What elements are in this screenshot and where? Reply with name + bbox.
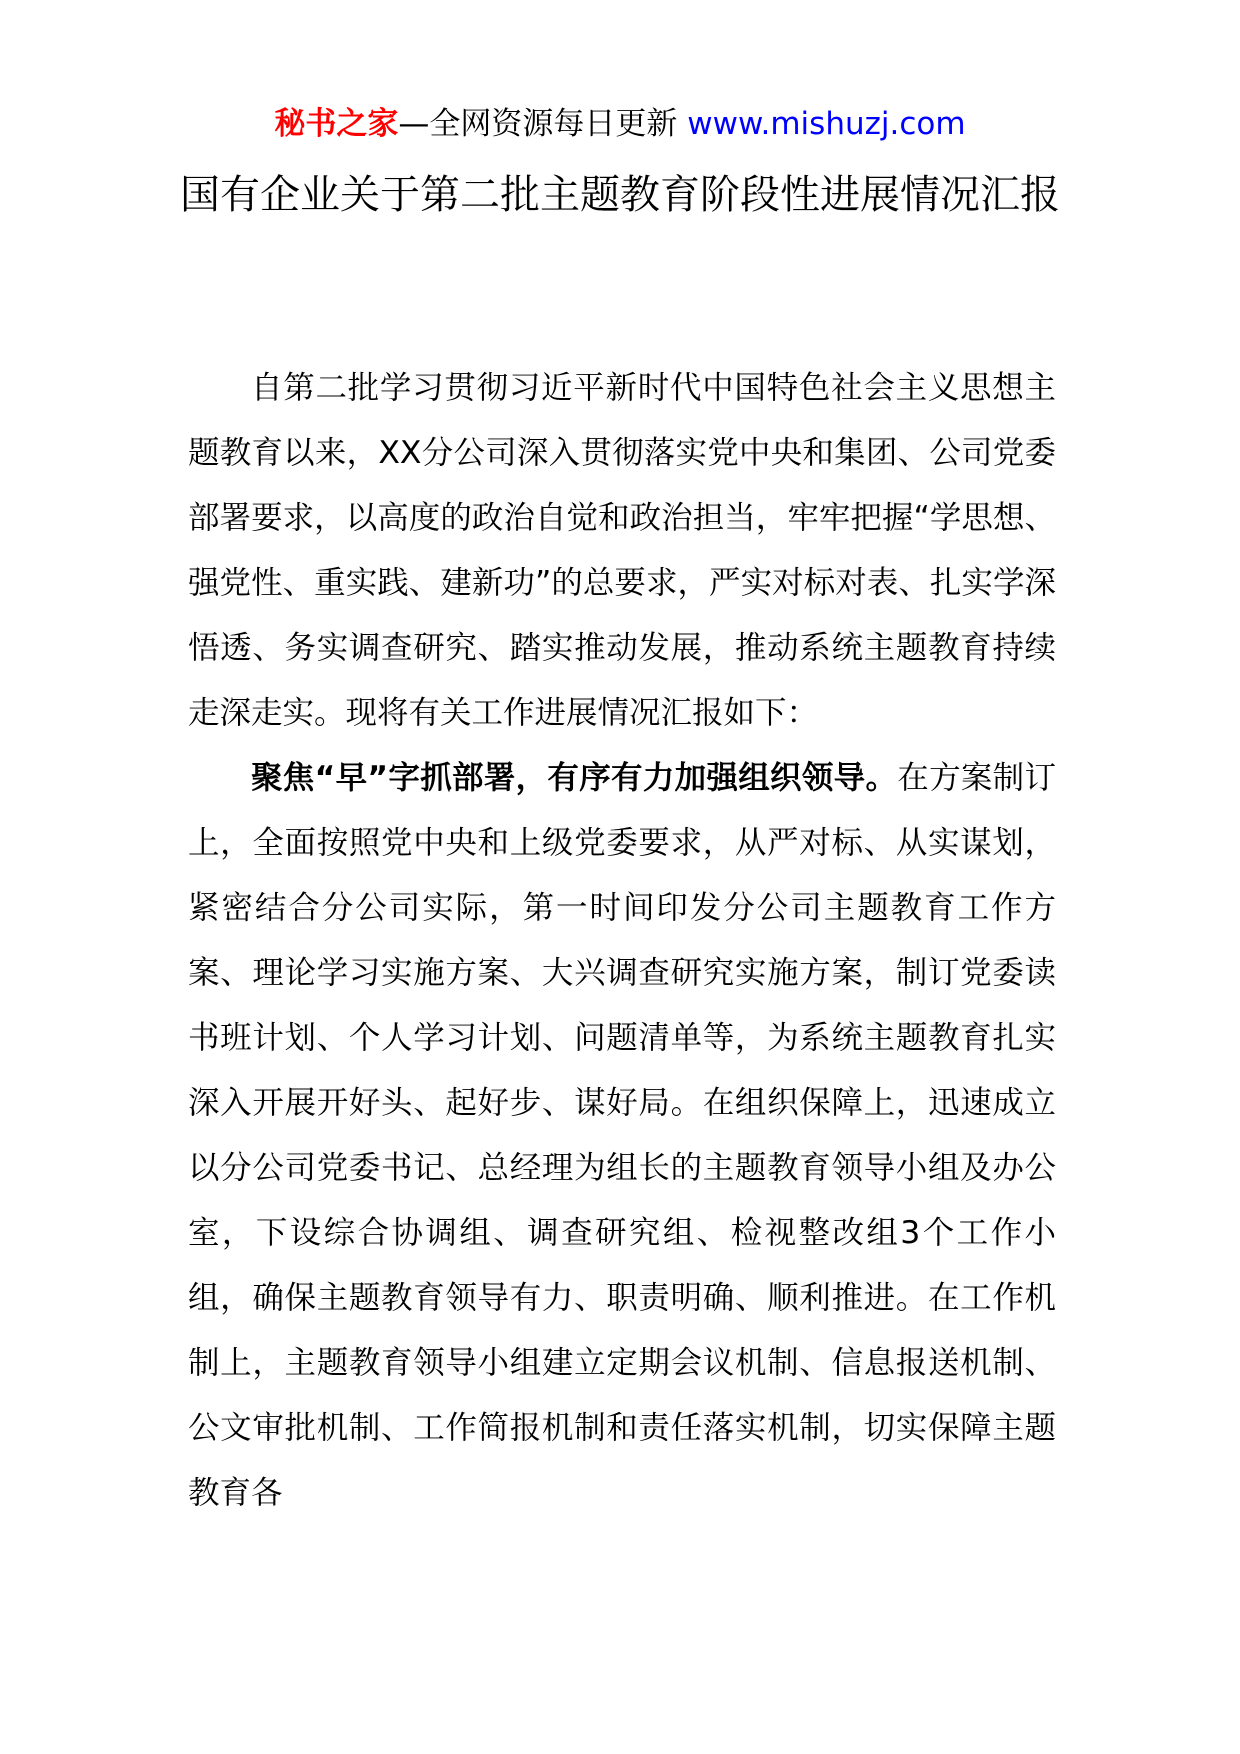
document-title: 国有企业关于第二批主题教育阶段性进展情况汇报 xyxy=(180,172,1060,218)
section-1-heading: 聚焦“早”字抓部署，有序有力加强组织领导。 xyxy=(251,760,898,796)
site-url-link[interactable]: www.mishuzj.com xyxy=(687,106,966,142)
section-1-text: 在方案制订上，全面按照党中央和上级党委要求，从严对标、从实谋划，紧密结合分公司实际，第一时间印发分公司主题教育工作方案、理论学习实施方案、大兴调查研究实施方案，制订党委读书班计划、个人学习计划、问题清单等，为系统主题教育扎实深入开展开好头、起好步、谋好局。在组织保障上，迅速成立以分公司党委书记、总经理为组长的主题教育领导小组及办公室，下设综合协调组、调查研究组、检视整改组3个工作小组，确保主题教育领导有力、职责明确、顺利推进。在工作机制上，主题教育领导小组建立定期会议机制、信息报送机制、公文审批机制、工作简报机制和责任落实机制，切实保障主题教育各 xyxy=(188,760,1056,1511)
paragraph-section-1 xyxy=(188,746,1056,1526)
paragraph-intro: 自第二批学习贯彻习近平新时代中国特色社会主义思想主题教育以来，XX分公司深入贯彻落实党中央和集团、公司党委部署要求，以高度的政治自觉和政治担当，牢牢把握“学思想、强党性、重实践、建新功”的总要求，严实对标对表、扎实学深悟透、务实调查研究、踏实推动发展，推动系统主题教育持续走深走实。现将有关工作进展情况汇报如下： xyxy=(188,370,1056,731)
header-tagline: —全网资源每日更新 xyxy=(398,106,688,142)
document-body xyxy=(188,356,1056,1526)
brand-name: 秘书之家 xyxy=(274,106,399,142)
site-header xyxy=(0,98,1240,150)
